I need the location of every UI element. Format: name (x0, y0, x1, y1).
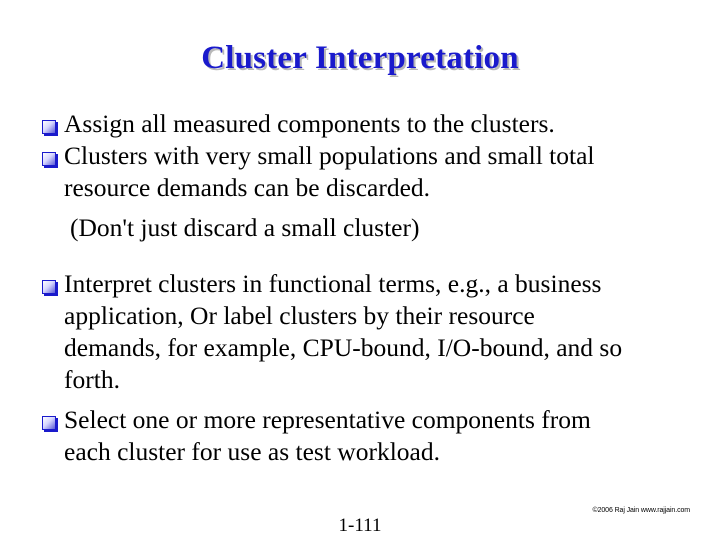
bullet-text (64, 268, 622, 396)
checkbox-bullet-icon (42, 152, 56, 166)
bullet-text (64, 404, 591, 468)
bullet-line: Select one or more representative components from (64, 405, 591, 434)
bullet-line: Assign all measured components to the clusters. (64, 109, 555, 138)
bullet-line: each cluster for use as test workload. (64, 437, 440, 466)
checkbox-bullet-icon (42, 120, 56, 134)
checkbox-bullet-icon (42, 416, 56, 430)
bullet-line: application, Or label clusters by their resource (64, 301, 535, 330)
bullet-line: Interpret clusters in functional terms, e.g., a business (64, 269, 602, 298)
bullet-text (64, 140, 594, 244)
bullet-line: Clusters with very small populations and small total (64, 141, 595, 170)
bullet-line: forth. (64, 365, 120, 394)
bullet-line: resource demands can be discarded. (64, 173, 431, 202)
page-number: 1-111 (338, 515, 382, 536)
bullet-line: demands, for example, CPU-bound, I/O-bound, and so (64, 333, 623, 362)
bullet-line: (Don't just discard a small cluster) (70, 213, 420, 242)
slide-title: Cluster Interpretation (201, 40, 519, 76)
copyright-notice: ©2006 Raj Jain www.rajjain.com (592, 507, 690, 514)
checkbox-bullet-icon (42, 280, 56, 294)
bullet-text (64, 108, 555, 140)
